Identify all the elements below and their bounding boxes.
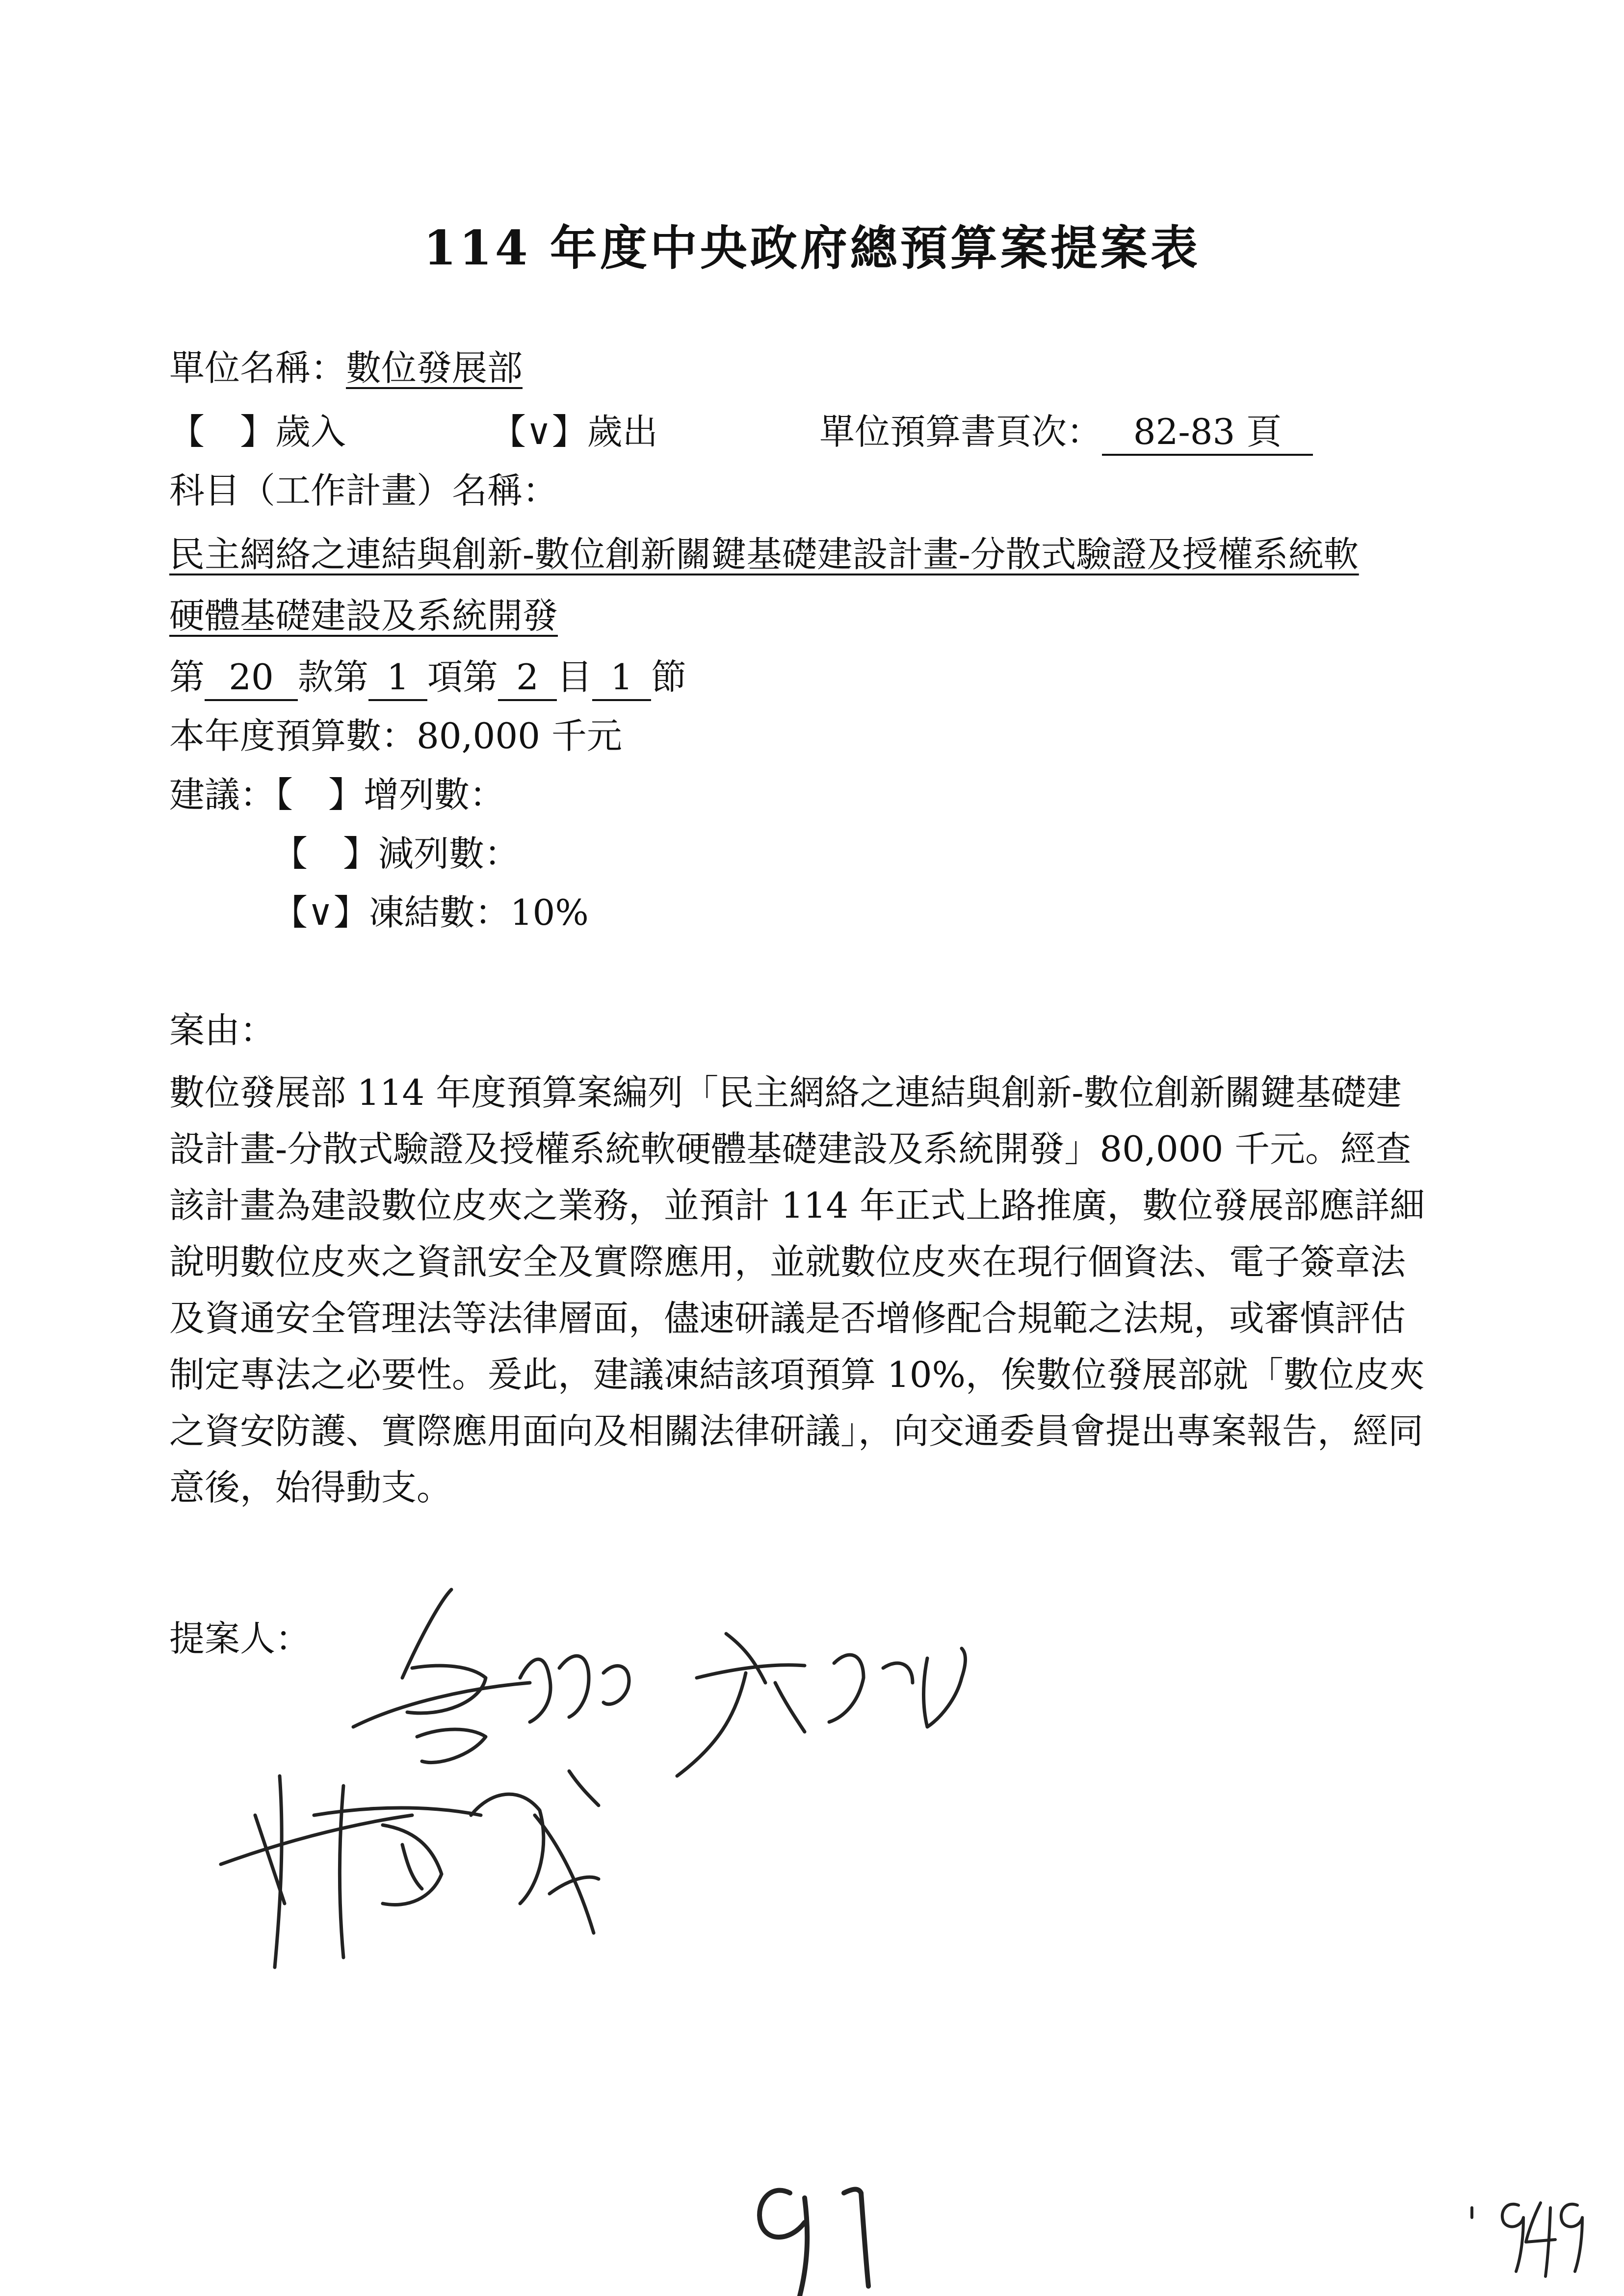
section-text-5: 節 — [651, 656, 687, 698]
freeze-label: 凍結數：10% — [368, 892, 589, 933]
reason-line: 制定專法之必要性。爰此，建議凍結該項預算 10%，俟數位發展部就「數位皮夾 — [169, 1354, 1425, 1395]
handwritten-page-number — [760, 2190, 868, 2296]
jie-value: 1 — [592, 655, 651, 701]
revenue-checkbox: 【 】 — [169, 411, 276, 452]
reason-label: 案由： — [169, 1010, 276, 1051]
subject-label: 科目（工作計畫）名稱： — [169, 470, 558, 511]
reason-line: 意後，始得動支。 — [169, 1467, 452, 1508]
unit-value: 數位發展部 — [346, 347, 523, 389]
reason-line: 說明數位皮夾之資訊安全及實際應用，並就數位皮夾在現行個資法、電子簽章法 — [169, 1241, 1406, 1282]
unit-label: 單位名稱： — [169, 347, 346, 389]
decrease-label: 減列數： — [378, 833, 520, 874]
revenue-label: 歲入 — [275, 411, 346, 452]
subject-line-1: 民主網絡之連結與創新-數位創新關鍵基礎建設計畫-分散式驗證及授權系統軟 — [169, 534, 1359, 575]
expense-label: 歲出 — [587, 411, 658, 452]
subject-line-2: 硬體基礎建設及系統開發 — [169, 595, 558, 636]
page-ref-value: 82-83 頁 — [1102, 410, 1313, 456]
budget-amount: 本年度預算數：80,000 千元 — [169, 715, 622, 757]
section-text-2: 款第 — [298, 656, 369, 698]
reason-line: 數位發展部 114 年度預算案編列「民主網絡之連結與創新-數位創新關鍵基礎建 — [169, 1072, 1402, 1113]
increase-checkbox: 【 】 — [275, 774, 364, 815]
reason-line: 該計畫為建設數位皮夾之業務，並預計 114 年正式上路推廣，數位發展部應詳細 — [169, 1185, 1425, 1226]
decrease-checkbox: 【 】 — [272, 833, 379, 874]
section-text-1: 第 — [169, 656, 205, 698]
section-text-4: 目 — [557, 656, 593, 698]
expense-checkbox: 【∨】 — [491, 411, 587, 452]
mu-value: 2 — [498, 655, 557, 701]
signature-3 — [221, 1771, 599, 1967]
xiang-value: 1 — [368, 655, 427, 701]
page-title: 114 年度中央政府總預算案提案表 — [423, 220, 1201, 276]
increase-label: 增列數： — [364, 774, 505, 815]
page-ref-label: 單位預算書頁次： — [819, 411, 1102, 452]
reason-line: 設計畫-分散式驗證及授權系統軟硬體基礎建設及系統開發」80,000 千元。經查 — [169, 1128, 1412, 1170]
suggestion-label: 建議： — [169, 774, 276, 815]
signature-1 — [353, 1590, 629, 1763]
proposer-label: 提案人： — [169, 1618, 311, 1659]
kuan-value: 20 — [205, 655, 298, 701]
signature-2 — [677, 1634, 966, 1776]
corner-page-number — [1472, 2203, 1582, 2276]
reason-line: 之資安防護、實際應用面向及相關法律研議」，向交通委員會提出專案報告，經同 — [169, 1410, 1424, 1452]
reason-line: 及資通安全管理法等法律層面，儘速研議是否增修配合規範之法規，或審慎評估 — [169, 1298, 1406, 1339]
section-text-3: 項第 — [427, 656, 498, 698]
freeze-checkbox: 【∨】 — [272, 892, 369, 933]
